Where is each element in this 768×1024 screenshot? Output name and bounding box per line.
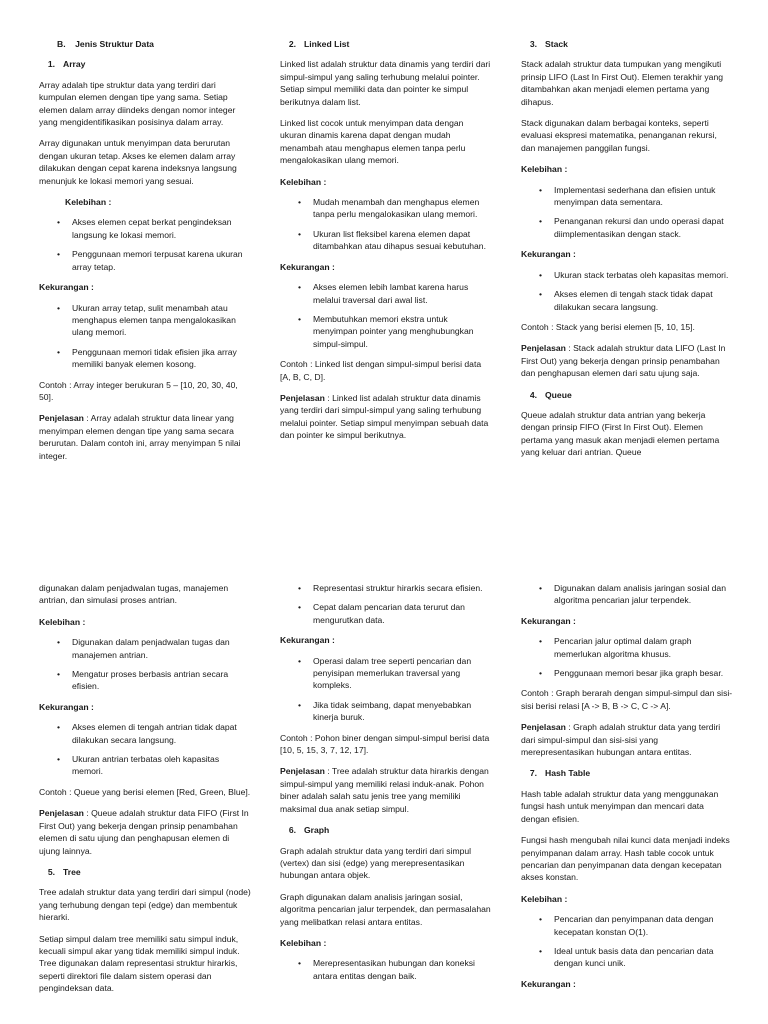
heading-title: Array	[63, 59, 86, 70]
list-item-text: Penanganan rekursi dan undo operasi dapat diimplementasikan dengan stack.	[554, 216, 724, 239]
list-item	[521, 288, 733, 313]
section-title: Jenis Struktur Data	[75, 39, 154, 49]
paragraph: Setiap simpul dalam tree memiliki satu simpul induk, kecuali simpul akar yang tidak memiliki simpul induk. Tree digunakan dalam representasi struktur hirarkis, seperti direktori file dalam sistem operasi dan pengindeksan data.	[39, 933, 240, 994]
list-item	[280, 313, 492, 350]
heading-tree	[39, 866, 251, 878]
list-item-text: Ukuran antrian terbatas oleh kapasitas memori.	[72, 754, 220, 777]
list-item	[280, 582, 492, 594]
paragraph: Stack digunakan dalam berbagai konteks, seperti evaluasi ekspresi matematika, penanganan rekursi, dan manajemen panggilan fungsi.	[521, 118, 717, 153]
list-item-text: Implementasi sederhana dan efisien untuk menyimpan data sementara.	[554, 184, 716, 208]
bullet-icon: •	[298, 197, 302, 208]
bullet-icon: •	[57, 346, 61, 357]
contoh-text: Contoh : Graph berarah dengan simpul-simpul dan sisi-sisi berisi relasi [A -> B, B -> C, C -> A].	[521, 688, 733, 711]
heading-number: 2.	[288, 39, 296, 49]
bullet-icon: •	[539, 184, 543, 195]
heading-number: 5.	[47, 866, 55, 877]
bullet-icon: •	[57, 754, 61, 765]
kelebihan-list	[521, 913, 733, 970]
list-item-text: Ukuran list fleksibel karena elemen dapat ditambahkan atau dihapus sesuai kebutuhan.	[313, 228, 486, 252]
penjelasan-body: : Tree adalah struktur data hirarkis dengan simpul-simpul yang memiliki relasi induk-anak. Pohon biner adalah salah satu jenis tree yang memiliki maksimal dua anak setiap simpul.	[280, 766, 489, 814]
paragraph: Queue adalah struktur data antrian yang bekerja dengan prinsip FIFO (First In First Out). Elemen pertama yang masuk akan menjadi elemen pertama yang keluar dari antrian. Queue	[521, 409, 720, 458]
list-item	[39, 302, 251, 339]
heading-queue	[521, 389, 733, 401]
bullet-icon: •	[57, 217, 61, 228]
list-item	[39, 248, 251, 273]
bullet-icon: •	[57, 249, 61, 260]
list-item-text: Penggunaan memori tidak efisien jika array memiliki banyak elemen kosong.	[72, 346, 237, 370]
paragraph: Stack adalah struktur data tumpukan yang mengikuti prinsip LIFO (Last In First Out). Elemen terakhir yang ditambahkan akan menjadi elemen pertama yang dihapus.	[521, 59, 724, 107]
kekurangan-label: Kekurangan :	[521, 249, 576, 260]
list-item-text: Jika tidak seimbang, dapat menyebabkan kinerja buruk.	[313, 699, 472, 723]
penjelasan-text	[521, 342, 733, 379]
bullet-icon: •	[57, 302, 61, 313]
list-item-text: Akses elemen lebih lambat karena harus melalui traversal dari awal list.	[313, 282, 469, 305]
kelebihan-list	[521, 582, 733, 607]
kekurangan-label: Kekurangan :	[39, 701, 94, 712]
list-item	[280, 228, 492, 253]
list-item-text: Ukuran array tetap, sulit menambah atau menghapus elemen tanpa mengalokasikan ulang memori.	[72, 302, 236, 338]
bullet-icon: •	[539, 945, 543, 956]
paragraph: Graph adalah struktur data yang terdiri dari simpul (vertex) dan sisi (edge) yang merepresentasikan hubungan antara objek.	[280, 845, 472, 881]
contoh-text: Contoh : Array integer berukuran 5 – [10, 20, 30, 40, 50].	[39, 379, 238, 402]
contoh-text: Contoh : Stack yang berisi elemen [5, 10, 15].	[521, 321, 695, 332]
heading-number: 7.	[529, 768, 537, 779]
list-item-text: Penggunaan memori terpusat karena ukuran array tetap.	[72, 249, 243, 272]
kelebihan-list	[280, 196, 492, 253]
column-2	[280, 582, 492, 990]
heading-title: Stack	[545, 39, 568, 49]
list-item	[521, 945, 733, 970]
penjelasan-text	[39, 807, 251, 857]
kekurangan-label: Kekurangan :	[39, 282, 94, 293]
kelebihan-list	[280, 957, 492, 982]
bullet-icon: •	[539, 216, 543, 227]
paragraph: Hash table adalah struktur data yang menggunakan fungsi hash untuk menyimpan dan mencari data dengan efisien.	[521, 788, 719, 824]
kelebihan-list	[39, 216, 251, 273]
list-item	[280, 601, 492, 626]
kelebihan-label: Kelebihan :	[280, 937, 327, 948]
heading-title: Hash Table	[545, 768, 591, 779]
bullet-icon: •	[298, 602, 302, 613]
heading-title: Graph	[304, 825, 330, 836]
list-item-text: Digunakan dalam analisis jaringan sosial dan algoritma pencarian jalur terpendek.	[554, 583, 726, 606]
contoh-text: Contoh : Queue yang berisi elemen [Red, Green, Blue].	[39, 786, 251, 797]
bullet-icon: •	[298, 313, 302, 324]
paragraph: Array digunakan untuk menyimpan data berurutan dengan ukuran tetap. Akses ke elemen dalam array dilakukan dengan cepat karena indeksnya langsung menunjuk ke lokasi memori yang sesuai.	[39, 138, 237, 186]
bullet-icon: •	[57, 669, 61, 680]
list-item	[39, 721, 251, 746]
penjelasan-body: : Queue adalah struktur data FIFO (First In First Out) yang bekerja dengan prinsip penambahan elemen di satu ujung dan penghapusan elemen di ujung lainnya.	[39, 808, 249, 856]
kekurangan-label: Kekurangan :	[521, 978, 576, 989]
bullet-icon: •	[539, 583, 543, 593]
bullet-icon: •	[57, 722, 61, 733]
list-item-text: Operasi dalam tree seperti pencarian dan penyisipan memerlukan traversal yang kompleks.	[313, 655, 472, 691]
kelebihan-label: Kelebihan :	[39, 616, 86, 627]
list-item	[521, 184, 733, 209]
column-3	[521, 38, 733, 468]
paragraph: Fungsi hash mengubah nilai kunci data menjadi indeks penyimpanan dalam array. Hash table cocok untuk pencarian dan penyimpanan data dengan kecepatan akses konstan.	[521, 835, 730, 883]
list-item	[280, 655, 492, 692]
bullet-icon: •	[539, 636, 543, 647]
paragraph: Graph digunakan dalam analisis jaringan sosial, algoritma pencarian jalur terpendek, dan permasalahan yang melibatkan relasi antara entitas.	[280, 891, 491, 927]
heading-number: 3.	[529, 39, 537, 49]
list-item	[521, 215, 733, 240]
list-item	[521, 635, 733, 660]
heading-stack	[521, 38, 733, 50]
section-number: B.	[57, 39, 66, 49]
kekurangan-label: Kekurangan :	[280, 635, 335, 646]
list-item	[280, 281, 492, 306]
list-item-text: Ukuran stack terbatas oleh kapasitas memori.	[554, 269, 729, 280]
heading-number: 1.	[47, 59, 55, 70]
list-item-text: Cepat dalam pencarian data terurut dan mengurutkan data.	[313, 602, 465, 625]
kelebihan-label: Kelebihan :	[521, 893, 568, 904]
section-heading	[39, 38, 251, 50]
list-item-text: Merepresentasikan hubungan dan koneksi antara entitas dengan baik.	[313, 958, 475, 981]
list-item-text: Representasi struktur hirarkis secara efisien.	[313, 583, 483, 593]
kelebihan-label: Kelebihan :	[65, 197, 112, 208]
penjelasan-label: Penjelasan	[521, 722, 566, 733]
paragraph: Linked list cocok untuk menyimpan data dengan ukuran dinamis karena dapat dengan mudah menambah atau menghapus elemen tanpa perlu mengalokasikan ulang memori.	[280, 118, 466, 166]
list-item	[521, 667, 733, 679]
list-item	[521, 913, 733, 938]
kelebihan-list	[39, 636, 251, 693]
column-3	[521, 582, 733, 998]
bullet-icon: •	[298, 282, 302, 293]
list-item	[39, 216, 251, 241]
bullet-icon: •	[539, 289, 543, 300]
bullet-icon: •	[539, 269, 543, 280]
bullet-icon: •	[298, 655, 302, 666]
column-2	[280, 38, 492, 451]
heading-title: Linked List	[304, 39, 350, 49]
heading-hash-table	[521, 767, 733, 779]
kekurangan-label: Kekurangan :	[521, 615, 576, 626]
list-item-text: Mudah menambah dan menghapus elemen tanpa perlu mengalokasikan ulang memori.	[313, 197, 480, 220]
penjelasan-label: Penjelasan	[39, 413, 84, 424]
penjelasan-label: Penjelasan	[39, 808, 84, 819]
kekurangan-list	[39, 302, 251, 371]
list-item-text: Digunakan dalam penjadwalan tugas dan manajemen antrian.	[72, 637, 230, 660]
bullet-icon: •	[539, 668, 543, 679]
list-item	[280, 957, 492, 982]
heading-number: 4.	[529, 389, 537, 400]
penjelasan-text	[280, 765, 492, 815]
bullet-icon: •	[298, 583, 302, 593]
bullet-icon: •	[57, 637, 61, 648]
kekurangan-label: Kekurangan :	[280, 261, 335, 272]
list-item	[521, 269, 733, 281]
bullet-icon: •	[539, 914, 543, 925]
list-item	[39, 753, 251, 778]
list-item-text: Membutuhkan memori ekstra untuk menyimpan pointer yang menghubungkan simpul-simpul.	[313, 313, 474, 349]
heading-graph	[280, 824, 492, 836]
list-item-text: Pencarian jalur optimal dalam graph memerlukan algoritma khusus.	[554, 636, 692, 659]
kekurangan-list	[521, 635, 733, 679]
kekurangan-list	[39, 721, 251, 778]
kekurangan-list	[280, 655, 492, 724]
kelebihan-list	[521, 184, 733, 241]
heading-number: 6.	[288, 825, 296, 836]
heading-title: Tree	[63, 866, 81, 877]
bullet-icon: •	[298, 699, 302, 710]
paragraph: Linked list adalah struktur data dinamis yang terdiri dari simpul-simpul yang saling terhubung melalui pointer. Setiap simpul memiliki data dan pointer ke simpul berikutnya dalam list.	[280, 59, 491, 107]
list-item	[39, 636, 251, 661]
list-item	[39, 668, 251, 693]
penjelasan-text	[39, 412, 251, 462]
penjelasan-label: Penjelasan	[280, 392, 325, 403]
list-item-text: Ideal untuk basis data dan pencarian data dengan kunci unik.	[554, 945, 714, 969]
kekurangan-list	[521, 269, 733, 313]
kelebihan-list	[280, 582, 492, 626]
list-item-text: Akses elemen di tengah stack tidak dapat dilakukan secara langsung.	[554, 289, 713, 312]
bullet-icon: •	[298, 228, 302, 239]
penjelasan-text	[521, 721, 733, 758]
heading-array	[39, 58, 251, 70]
list-item-text: Akses elemen cepat berkat pengindeksan langsung ke lokasi memori.	[72, 217, 232, 240]
list-item-text: Penggunaan memori besar jika graph besar.	[554, 668, 724, 679]
penjelasan-body: : Stack adalah struktur data LIFO (Last In First Out) yang bekerja dengan prinsip penambahan dan penghapusan elemen dari satu ujung saja.	[521, 343, 726, 379]
contoh-text: Contoh : Pohon biner dengan simpul-simpul berisi data [10, 5, 15, 3, 7, 12, 17].	[280, 732, 490, 756]
list-item-text: Mengatur proses berbasis antrian secara efisien.	[72, 669, 229, 692]
list-item	[521, 582, 733, 607]
list-item-text: Pencarian dan penyimpanan data dengan kecepatan konstan O(1).	[554, 914, 714, 937]
page-2	[0, 512, 768, 1024]
column-1	[39, 582, 251, 1004]
kelebihan-label: Kelebihan :	[521, 164, 568, 175]
list-item-text: Akses elemen di tengah antrian tidak dapat dilakukan secara langsung.	[72, 722, 237, 745]
list-item	[39, 346, 251, 371]
penjelasan-body: : Linked list adalah struktur data dinamis yang terdiri dari simpul-simpul yang saling terhubung melalui pointer. Setiap simpul menyimpan sebuah data dan pointer ke simpul berikutnya.	[280, 392, 489, 441]
contoh-text: Contoh : Linked list dengan simpul-simpul berisi data [A, B, C, D].	[280, 359, 482, 382]
penjelasan-label: Penjelasan	[521, 343, 566, 354]
penjelasan-text	[280, 392, 492, 442]
penjelasan-label: Penjelasan	[280, 766, 325, 777]
list-item	[280, 699, 492, 724]
paragraph: Array adalah tipe struktur data yang terdiri dari kumpulan elemen dengan tipe yang sama. Setiap elemen dalam array diindeks dengan nomor integer yang mengidentifikasikan posisinya dalam array.	[39, 79, 236, 128]
kelebihan-label: Kelebihan :	[280, 176, 327, 187]
list-item	[280, 196, 492, 221]
paragraph: Tree adalah struktur data yang terdiri dari simpul (node) yang terhubung dengan tepi (edge) dan membentuk hierarki.	[39, 887, 251, 923]
column-1	[39, 38, 251, 471]
penjelasan-body: : Array adalah struktur data linear yang menyimpan elemen dengan tipe yang sama secara berurutan. Dalam contoh ini, array menyimpan 5 nilai integer.	[39, 413, 241, 461]
bullet-icon: •	[298, 958, 302, 969]
penjelasan-body: : Graph adalah struktur data yang terdiri dari simpul-simpul dan sisi-sisi yang merepresentasikan hubungan antara entitas.	[521, 722, 721, 758]
kekurangan-list	[280, 281, 492, 350]
paragraph: digunakan dalam penjadwalan tugas, manajemen antrian, dan simulasi proses antrian.	[39, 583, 229, 606]
heading-title: Queue	[545, 389, 572, 400]
heading-linked-list	[280, 38, 492, 50]
